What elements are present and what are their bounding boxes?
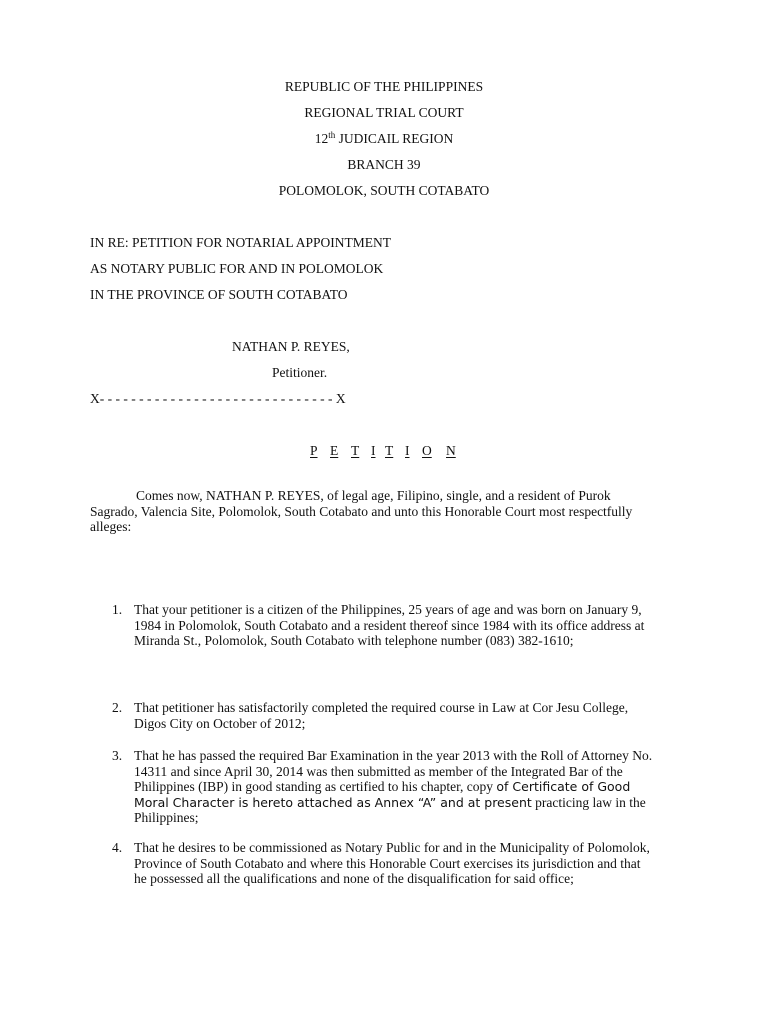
caption-line-1: IN RE: PETITION FOR NOTARIAL APPOINTMENT: [90, 235, 392, 250]
header-location: POLOMOLOK, SOUTH COTABATO: [278, 183, 490, 198]
caption-separator: X- - - - - - - - - - - - - - - - - - - - - - - - - - - - - - X: [90, 391, 346, 406]
allegation-text-part: That he has passed the required Bar Examination in the year 2013 with the Roll of Attorney No. 14311 and since April 30, 2014 was then submitted as member of the Integrated Bar of the Philippines (IBP) in good standing as certified to his chapter, copy: [134, 748, 653, 794]
header-region-suffix: th: [328, 130, 336, 140]
title-letter: N: [446, 443, 456, 458]
caption-line-2: AS NOTARY PUBLIC FOR AND IN POLOMOLOK: [90, 261, 384, 276]
petitioner-name: NATHAN P. REYES,: [232, 339, 350, 354]
petition-title: [0, 443, 768, 461]
allegation-text: That he desires to be commissioned as Notary Public for and in the Municipality of Polomolok, Province of South Cotabato and where this Honorable Court exercises its jurisdiction and that he possessed all the qualifications and none of the disqualification for said office;: [134, 840, 650, 886]
allegation-text: That petitioner has satisfactorily completed the required course in Law at Cor Jesu College, Digos City on October of 2012;: [134, 700, 629, 731]
allegation-number: 3.: [112, 748, 123, 763]
title-letter: P: [310, 443, 318, 458]
allegation-text-part: of Certificate of Good Moral Character is hereto attached as Annex “A” and at present: [134, 779, 631, 810]
header-branch: BRANCH 39: [347, 157, 421, 172]
header-region-number: 12: [314, 131, 329, 146]
title-letter: I: [371, 443, 376, 458]
allegation-number: 4.: [112, 840, 123, 855]
intro-text: Comes now, NATHAN P. REYES, of legal age, Filipino, single, and a resident of Purok Sagrado, Valencia Site, Polomolok, South Cotabato and unto this Honorable Court most respectfully alleges:: [90, 488, 633, 534]
header-court: REGIONAL TRIAL COURT: [304, 105, 464, 120]
title-letter: T: [351, 443, 360, 458]
header-republic: REPUBLIC OF THE PHILIPPINES: [284, 79, 484, 94]
header-region: [0, 131, 768, 147]
title-letter: E: [330, 443, 339, 458]
caption-line-3: IN THE PROVINCE OF SOUTH COTABATO: [90, 287, 348, 302]
allegation-text: [134, 748, 654, 826]
title-letter: O: [422, 443, 432, 458]
header-region-text: JUDICAIL REGION: [335, 131, 454, 146]
allegation-text: That your petitioner is a citizen of the Philippines, 25 years of age and was born on January 9, 1984 in Polomolok, South Cotabato and a resident thereof since 1984 with its office address at Miranda St., Polomolok, South Cotabato with telephone number (083) 382-1610;: [134, 602, 645, 648]
petitioner-role: Petitioner.: [272, 365, 328, 380]
allegation-number: 1.: [112, 602, 123, 617]
allegation-number: 2.: [112, 700, 123, 715]
title-letter: T: [385, 443, 394, 458]
title-letter: I: [405, 443, 410, 458]
allegation-text-part: practicing law in the Philippines;: [134, 794, 646, 825]
intro-paragraph: [90, 488, 650, 535]
